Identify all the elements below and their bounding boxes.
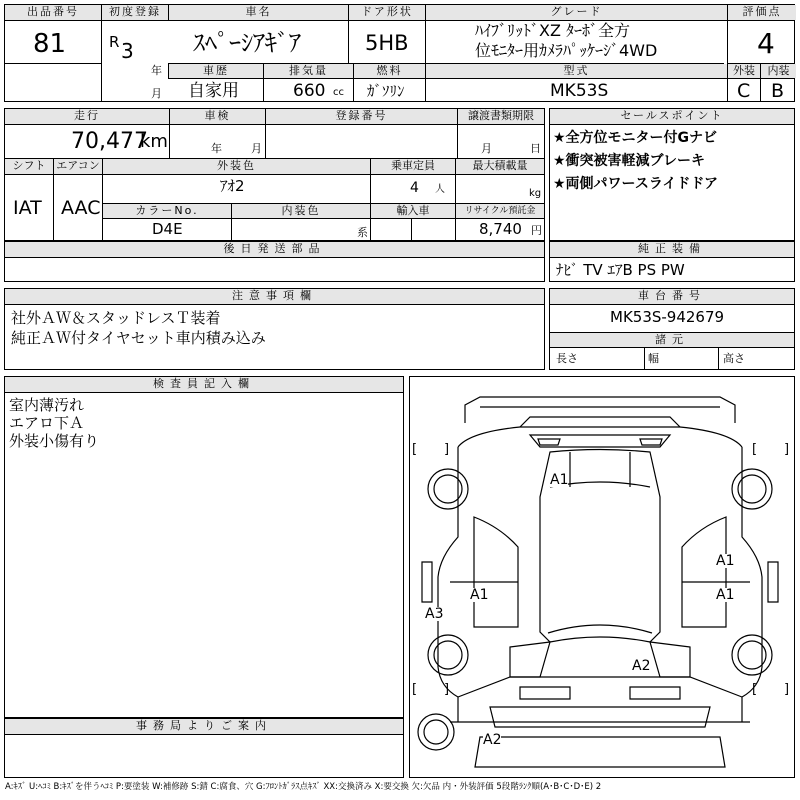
damage-mark: A2 — [632, 658, 651, 674]
interior-label: 内装 — [761, 64, 796, 78]
bracket-mark: [ — [752, 682, 758, 697]
displacement: 660 — [293, 81, 326, 101]
length-label: 長さ — [556, 352, 578, 365]
later-parts — [4, 241, 545, 282]
dims-label: 諸元 — [550, 333, 794, 347]
inspector-label: 検査員記入欄 — [5, 377, 403, 392]
equipment-list: ﾅﾋﾞ TV ｴｱB PS PW — [556, 261, 685, 279]
later-parts-label: 後日発送部品 — [5, 242, 544, 257]
inspector-line: 外装小傷有り — [9, 432, 100, 450]
inspector-line: エアロ下Ａ — [9, 414, 85, 432]
recycle-fee-label: リサイクル預託金 — [456, 204, 544, 218]
bracket-mark: ] — [784, 682, 790, 697]
model: MK53S — [550, 81, 609, 101]
bracket-mark: [ — [752, 442, 758, 457]
caution-line: 社外ＡＷ＆スタッドレスＴ装着 — [11, 309, 221, 327]
damage-mark: A1 — [470, 587, 489, 603]
damage-mark: A1 — [716, 553, 735, 569]
mileage-unit: km — [140, 131, 168, 152]
interior-color-label: 内装色 — [232, 204, 370, 218]
history-label: 車歴 — [169, 64, 263, 78]
exterior-color: ｱｵ2 — [220, 177, 245, 195]
grade-line-1: ﾊｲﾌﾞﾘｯﾄﾞXZ ﾀｰﾎﾞ全方 — [475, 21, 631, 40]
recycle-fee: 8,740 — [479, 220, 522, 238]
color-number-label: カラーNo. — [103, 204, 231, 218]
sales-points-label: セールスポイント — [550, 109, 794, 124]
exterior-grade: C — [737, 80, 751, 102]
aircon: AAC — [61, 197, 101, 219]
vehicle-details — [4, 108, 545, 241]
sales-point: ★全方位モニター付Gナビ — [553, 130, 718, 146]
office-notice — [4, 718, 404, 778]
inspection-year-unit: 年 — [211, 142, 222, 155]
exterior-label: 外装 — [728, 64, 760, 78]
seats: 4 — [410, 180, 419, 196]
legend-text: A:ｷｽﾞ U:ﾍｺﾐ B:ｷｽﾞを伴うﾍｺﾐ P:要塗装 W:補修跡 S:錆 C:腐食、穴 G:ﾌﾛﾝﾄｶﾞﾗｽ点ｷｽﾞ XX:交換済み X:要交換 欠:欠品 内・外装評価 5段階ﾗﾝｸ順(A･B･C･D･E) 2 — [5, 782, 602, 792]
top-section — [4, 4, 795, 102]
chassis-info — [549, 288, 795, 370]
seats-unit: 人 — [435, 184, 445, 195]
displacement-unit: cc — [333, 87, 344, 98]
load-unit: kg — [529, 188, 542, 199]
score-label: 評価点 — [728, 5, 796, 20]
shift-label: シフト — [5, 159, 53, 174]
first-registration-label: 初度登録 — [102, 5, 168, 20]
sales-point: ★両側パワースライドドア — [553, 176, 719, 192]
recycle-unit: 円 — [531, 224, 542, 237]
chassis-label: 車台番号 — [550, 289, 794, 304]
inspector-line: 室内薄汚れ — [9, 396, 85, 414]
aircon-label: エアコン — [54, 159, 102, 174]
interior-grade: B — [771, 80, 785, 102]
plate-label: 登録番号 — [266, 109, 457, 124]
model-label: 型式 — [426, 64, 727, 78]
mileage: 70,477 — [71, 129, 148, 154]
inspection-month-unit: 月 — [251, 142, 262, 155]
bracket-mark: [ — [412, 442, 418, 457]
chassis-number: MK53S-942679 — [610, 308, 725, 326]
color-number: D4E — [152, 220, 183, 238]
sales-points — [549, 108, 795, 241]
lot-number-label: 出品番号 — [5, 5, 101, 20]
year-unit: 年 — [151, 64, 162, 77]
damage-mark: A3 — [425, 606, 444, 622]
damage-mark: A1 — [716, 587, 735, 603]
width-label: 幅 — [648, 352, 659, 365]
damage-mark: A2 — [483, 732, 502, 748]
fuel-label: 燃料 — [354, 64, 425, 78]
grade-label: グレード — [426, 5, 727, 20]
car-name: ｽﾍﾟｰｼｱｷﾞｱ — [193, 29, 301, 57]
import-label: 輸入車 — [371, 204, 455, 218]
history: 自家用 — [188, 81, 239, 101]
transfer-deadline-label: 譲渡書類期限 — [458, 109, 544, 124]
height-label: 高さ — [723, 352, 745, 365]
max-load-label: 最大積載量 — [456, 159, 544, 174]
month-unit: 月 — [151, 87, 162, 100]
exterior-color-label: 外装色 — [103, 159, 370, 174]
office-notice-label: 事務局よりご案内 — [5, 719, 403, 734]
registration-year: 3 — [121, 39, 134, 63]
lot-number: 81 — [33, 29, 67, 59]
inspector-notes — [4, 376, 404, 718]
car-outline-diagram — [410, 377, 794, 777]
displacement-label: 排気量 — [264, 64, 353, 78]
grade-line-2: 位ﾓﾆﾀｰ用ｶﾒﾗﾊﾟｯｹｰｼﾞ4WD — [475, 41, 658, 60]
seats-label: 乗車定員 — [371, 159, 455, 174]
door-type-label: ドア形状 — [349, 5, 425, 20]
score: 4 — [757, 27, 775, 60]
mileage-label: 走行 — [5, 109, 169, 124]
sales-point: ★衝突被害軽減ブレーキ — [553, 153, 705, 169]
transfer-month-unit: 月 — [481, 142, 492, 155]
inspection-label: 車検 — [170, 109, 265, 124]
shift: IAT — [13, 197, 42, 219]
damage-mark: A1 — [550, 472, 569, 488]
door-type: 5HB — [365, 31, 409, 55]
bracket-mark: ] — [444, 682, 450, 697]
bracket-mark: ] — [444, 442, 450, 457]
era: R — [109, 33, 120, 51]
bracket-mark: [ — [412, 682, 418, 697]
fuel: ｶﾞｿﾘﾝ — [367, 82, 405, 100]
damage-diagram — [409, 376, 795, 778]
caution-notes — [4, 288, 545, 370]
equipment-label: 純正装備 — [550, 242, 794, 257]
caution-line: 純正ＡＷ付タイヤセット車内積み込み — [11, 329, 266, 347]
equipment — [549, 241, 795, 282]
bracket-mark: ] — [784, 442, 790, 457]
interior-color-unit: 系 — [357, 226, 368, 239]
car-name-label: 車名 — [169, 5, 348, 20]
caution-label: 注意事項欄 — [5, 289, 544, 304]
transfer-day-unit: 日 — [530, 142, 541, 155]
